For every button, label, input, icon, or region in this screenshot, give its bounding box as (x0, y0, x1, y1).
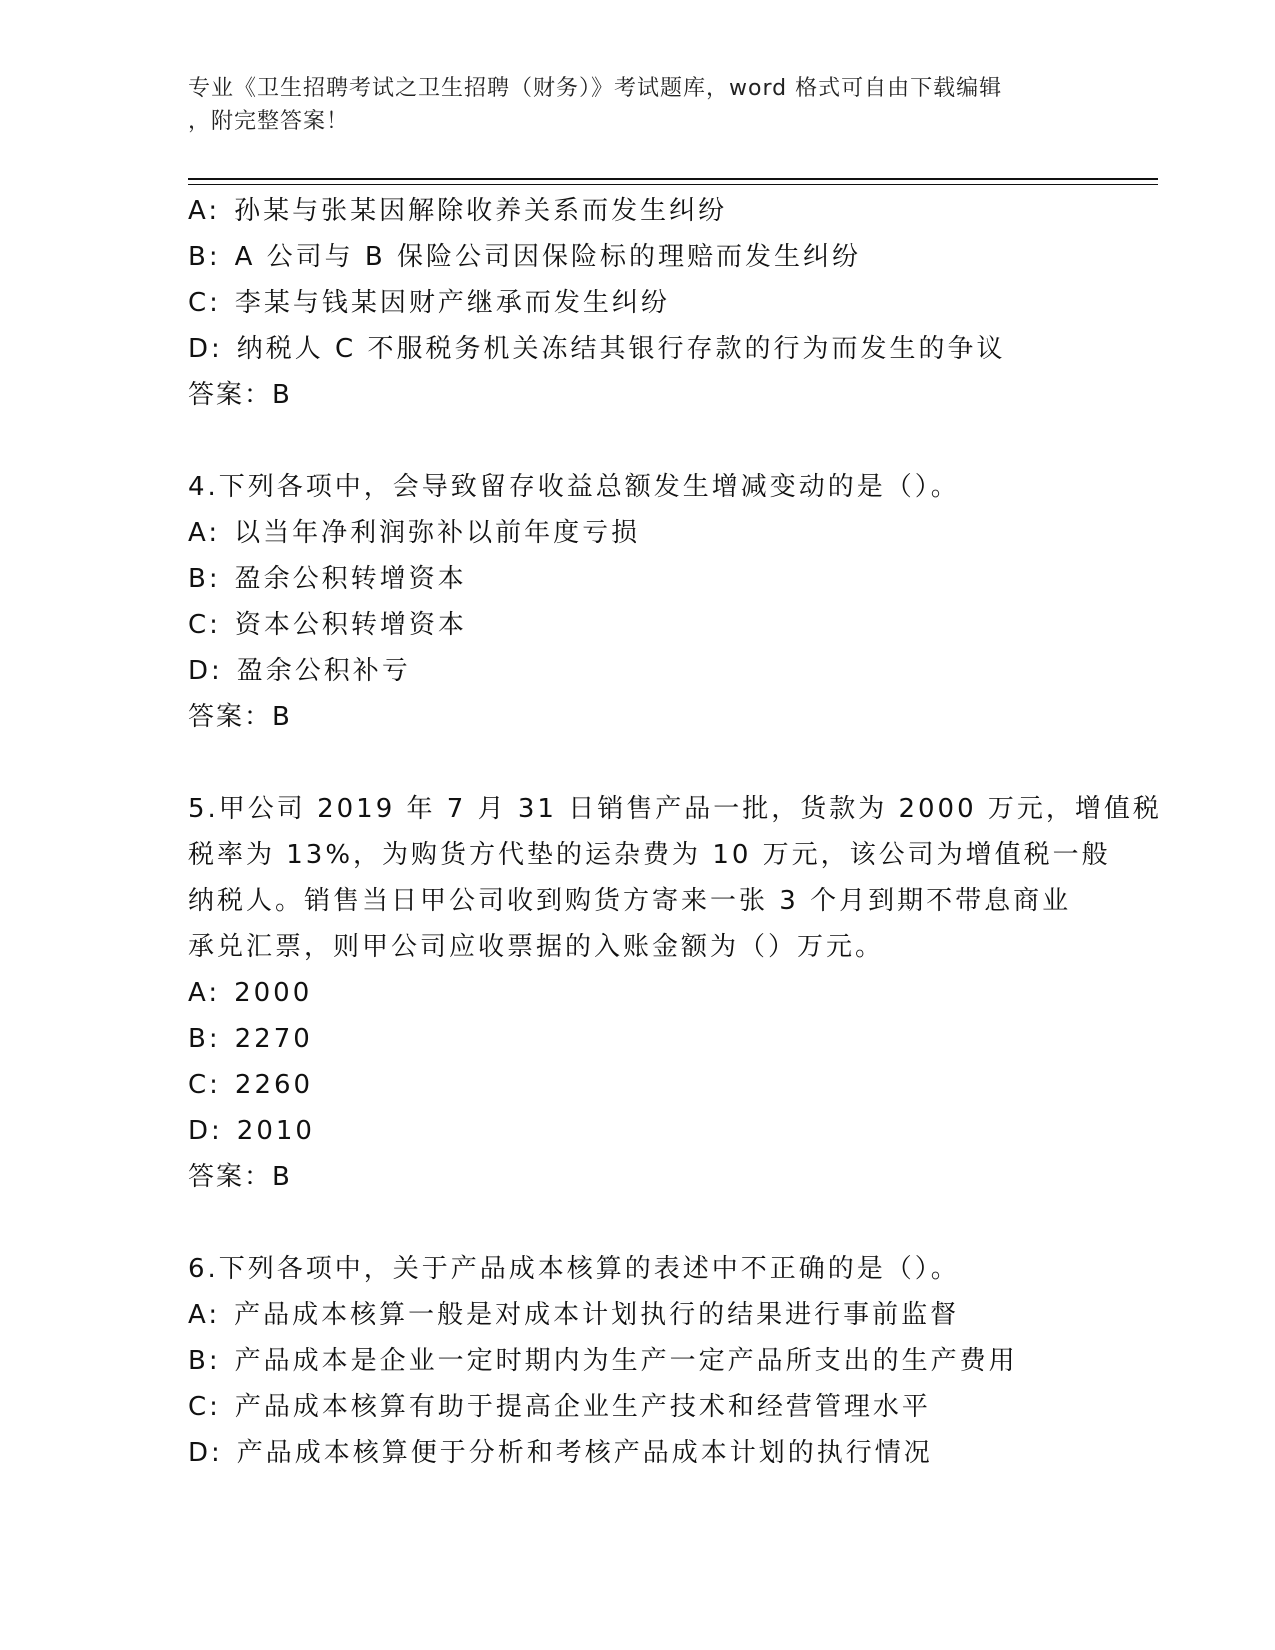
option-text: 2270 (234, 1024, 313, 1054)
option-text: 2260 (234, 1070, 314, 1100)
option-c (188, 1062, 1148, 1108)
option-letter: C: (188, 1392, 221, 1422)
question-stem-line: 5.甲公司 2019 年 7 月 31 日销售产品一批，货款为 2000 万元，增值税 (188, 794, 1162, 824)
option-letter: C: (188, 610, 221, 640)
answer-line: 答案：B (188, 380, 292, 410)
question-5 (188, 786, 1162, 1200)
option-b (188, 234, 1148, 280)
option-a (188, 188, 1148, 234)
option-text: 2000 (234, 978, 313, 1008)
option-a (188, 970, 1148, 1016)
spacer (188, 1200, 1148, 1246)
option-text: A 公司与 B 保险公司因保险标的理赔而发生纠纷 (234, 242, 862, 272)
option-text: 孙某与张某因解除收养关系而发生纠纷 (234, 196, 728, 226)
option-text: 产品成本核算有助于提高企业生产技术和经营管理水平 (234, 1392, 931, 1422)
document-body (188, 188, 1162, 1476)
option-text: 产品成本核算便于分析和考核产品成本计划的执行情况 (236, 1438, 933, 1468)
question-stem-line: 纳税人。销售当日甲公司收到购货方寄来一张 3 个月到期不带息商业 (188, 886, 1072, 916)
option-c (188, 602, 1148, 648)
option-a (188, 1292, 1148, 1338)
option-text: 产品成本核算一般是对成本计划执行的结果进行事前监督 (234, 1300, 960, 1330)
question-6 (188, 1246, 1148, 1476)
option-letter: D: (188, 1116, 223, 1146)
option-text: 以当年净利润弥补以前年度亏损 (234, 518, 641, 548)
option-d (188, 326, 1148, 372)
option-letter: B: (188, 1024, 221, 1054)
option-d (188, 1430, 1148, 1476)
option-text: 盈余公积补亏 (236, 656, 411, 686)
question-stem: 6.下列各项中，关于产品成本核算的表述中不正确的是（）。 (188, 1254, 960, 1284)
option-letter: C: (188, 288, 221, 318)
option-d (188, 1108, 1148, 1154)
answer-line: 答案：B (188, 702, 292, 732)
option-d (188, 648, 1148, 694)
option-letter: A: (188, 196, 221, 226)
question-4 (188, 464, 1148, 740)
option-text: 李某与钱某因财产继承而发生纠纷 (234, 288, 670, 318)
option-letter: B: (188, 242, 221, 272)
option-a (188, 510, 1148, 556)
option-b (188, 556, 1148, 602)
option-letter: B: (188, 564, 221, 594)
option-letter: A: (188, 518, 221, 548)
option-b (188, 1016, 1148, 1062)
option-c (188, 280, 1148, 326)
question-stem-line: 承兑汇票，则甲公司应收票据的入账金额为（）万元。 (188, 932, 885, 962)
answer-line: 答案：B (188, 1162, 292, 1192)
spacer (188, 418, 1148, 464)
option-letter: C: (188, 1070, 221, 1100)
option-letter: D: (188, 656, 223, 686)
spacer (188, 740, 1148, 786)
option-text: 资本公积转增资本 (234, 610, 467, 640)
option-text: 盈余公积转增资本 (234, 564, 467, 594)
option-letter: A: (188, 1300, 221, 1330)
option-letter: A: (188, 978, 221, 1008)
document-header (188, 72, 1088, 138)
option-c (188, 1384, 1148, 1430)
header-divider-thin (188, 184, 1158, 185)
header-divider-thick (188, 178, 1158, 180)
question-3 (188, 188, 1148, 418)
option-text: 产品成本是企业一定时期内为生产一定产品所支出的生产费用 (234, 1346, 1018, 1376)
option-text: 2010 (236, 1116, 315, 1146)
option-text: 纳税人 C 不服税务机关冻结其银行存款的行为而发生的争议 (236, 334, 1006, 364)
question-stem: 4.下列各项中，会导致留存收益总额发生增减变动的是（）。 (188, 472, 960, 502)
option-b (188, 1338, 1148, 1384)
header-line-1: 专业《卫生招聘考试之卫生招聘（财务）》考试题库，word 格式可自由下载编辑 (188, 76, 1003, 101)
option-letter: D: (188, 1438, 223, 1468)
question-stem-line: 税率为 13%，为购货方代垫的运杂费为 10 万元，该公司为增值税一般 (188, 840, 1111, 870)
header-line-2: ，附完整答案！ (188, 109, 350, 134)
option-letter: B: (188, 1346, 221, 1376)
option-letter: D: (188, 334, 223, 364)
